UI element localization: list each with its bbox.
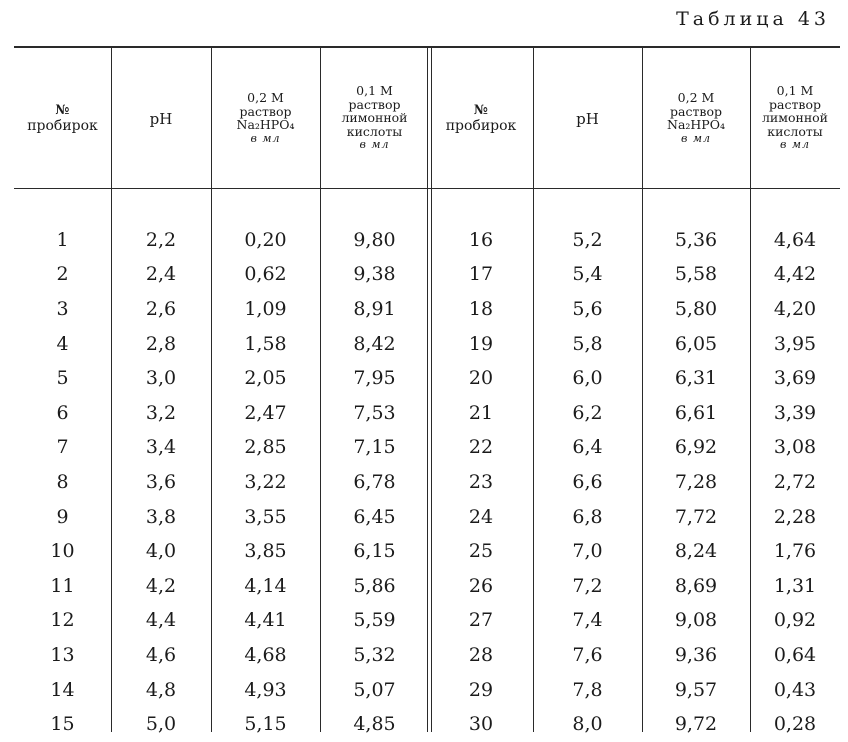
table-row <box>14 603 840 638</box>
header-na-solution-2: раствор <box>670 103 722 119</box>
na2hpo4-volume-cell: 6,61 <box>674 401 718 424</box>
citric-volume-cell: 7,53 <box>353 401 396 424</box>
na2hpo4-volume-cell: 9,36 <box>674 644 718 667</box>
citric-volume-cell: 3,08 <box>773 436 817 459</box>
header-na-concentration-2: 0,2 М <box>677 90 715 105</box>
tube-number-cell: 28 <box>468 644 494 667</box>
na2hpo4-volume-cell: 4,93 <box>244 678 287 701</box>
ph-cell: 5,8 <box>572 332 603 355</box>
tube-number-cell: 26 <box>468 574 494 597</box>
table-row <box>14 430 840 465</box>
tube-number-cell: 29 <box>468 678 494 701</box>
ph-cell: 5,4 <box>572 263 603 286</box>
header-na-concentration: 0,2 М <box>247 90 284 105</box>
tube-number-cell: 19 <box>468 332 494 355</box>
citric-volume-cell: 6,15 <box>353 540 396 563</box>
ph-cell: 6,4 <box>572 436 603 459</box>
table-row <box>14 326 840 361</box>
ph-cell: 4,6 <box>145 644 177 667</box>
tube-number-cell: 18 <box>468 298 494 321</box>
tube-number-cell: 21 <box>468 401 494 424</box>
citric-volume-cell: 9,80 <box>353 228 396 251</box>
citric-volume-cell: 4,42 <box>773 263 817 286</box>
header-tubes-word: пробирок <box>27 117 98 134</box>
header-citric-acid-2: кислоты <box>767 123 823 139</box>
na2hpo4-volume-cell: 5,80 <box>674 298 718 321</box>
header-na2hpo4-2 <box>642 48 750 188</box>
na2hpo4-volume-cell: 4,68 <box>244 644 287 667</box>
na2hpo4-volume-cell: 6,92 <box>674 436 718 459</box>
header-row <box>14 48 840 188</box>
header-number-symbol-2: № <box>473 102 489 118</box>
table-row <box>14 569 840 604</box>
citric-volume-cell: 5,32 <box>353 644 396 667</box>
ph-cell: 4,8 <box>145 678 177 701</box>
header-na-unit: в мл <box>250 131 281 145</box>
ph-cell: 5,6 <box>572 298 603 321</box>
citric-volume-cell: 1,31 <box>773 574 817 597</box>
header-na-formula-2: Na₂HPO₄ <box>667 117 725 132</box>
ph-cell: 3,4 <box>145 436 177 459</box>
ph-cell: 2,6 <box>145 298 177 321</box>
ph-cell: 7,6 <box>572 644 603 667</box>
ph-cell: 2,4 <box>145 263 177 286</box>
na2hpo4-volume-cell: 9,08 <box>674 609 718 632</box>
header-citric-concentration: 0,1 М <box>356 83 393 99</box>
ph-cell: 7,8 <box>572 678 603 701</box>
table-row <box>14 638 840 673</box>
ph-cell: 7,2 <box>572 574 603 597</box>
citric-volume-cell: 8,91 <box>353 298 396 321</box>
ph-cell: 5,0 <box>145 713 177 736</box>
na2hpo4-volume-cell: 0,20 <box>244 228 287 251</box>
na2hpo4-volume-cell: 0,62 <box>244 263 287 286</box>
tube-number-cell: 9 <box>56 505 69 528</box>
ph-cell: 4,4 <box>145 609 177 632</box>
ph-cell: 5,2 <box>572 228 603 251</box>
tube-number-cell: 14 <box>50 678 75 701</box>
tube-number-cell: 24 <box>468 505 494 528</box>
citric-volume-cell: 2,72 <box>773 471 817 494</box>
na2hpo4-volume-cell: 5,36 <box>674 228 718 251</box>
ph-cell: 3,2 <box>145 401 177 424</box>
citric-volume-cell: 1,76 <box>773 540 817 563</box>
header-ph-label: pH <box>149 109 173 128</box>
table-row <box>14 257 840 292</box>
header-citric-unit-2: в мл <box>779 138 811 152</box>
header-citric-2 <box>750 48 840 188</box>
header-tube-number-2 <box>429 48 533 188</box>
header-na-formula: Na₂HPO₄ <box>236 117 295 132</box>
tube-number-cell: 20 <box>468 367 494 390</box>
citric-volume-cell: 0,28 <box>773 713 817 736</box>
citric-volume-cell: 7,15 <box>353 436 396 459</box>
header-na-unit-2: в мл <box>680 131 712 145</box>
ph-cell: 2,8 <box>145 332 177 355</box>
citric-volume-cell: 5,07 <box>353 678 396 701</box>
na2hpo4-volume-cell: 8,24 <box>674 540 718 563</box>
na2hpo4-volume-cell: 1,58 <box>244 332 287 355</box>
table-row <box>14 292 840 327</box>
ph-cell: 7,0 <box>572 540 603 563</box>
tube-number-cell: 1 <box>56 228 69 251</box>
header-ph <box>111 48 211 188</box>
na2hpo4-volume-cell: 2,05 <box>244 367 287 390</box>
na2hpo4-volume-cell: 4,41 <box>244 609 287 632</box>
citric-volume-cell: 0,43 <box>773 678 817 701</box>
na2hpo4-volume-cell: 9,57 <box>674 678 718 701</box>
ph-cell: 3,6 <box>145 471 177 494</box>
tube-number-cell: 17 <box>468 263 494 286</box>
ph-cell: 4,2 <box>145 574 177 597</box>
header-na2hpo4 <box>211 48 320 188</box>
header-citric <box>320 48 429 188</box>
ph-cell: 7,4 <box>572 609 603 632</box>
table-row <box>14 465 840 500</box>
citric-volume-cell: 2,28 <box>773 505 817 528</box>
citric-volume-cell: 4,85 <box>353 713 396 736</box>
tube-number-cell: 5 <box>56 367 69 390</box>
header-number-symbol: № <box>55 102 70 118</box>
ph-cell: 4,0 <box>145 540 177 563</box>
tube-number-cell: 16 <box>468 228 494 251</box>
citric-volume-cell: 5,59 <box>353 609 396 632</box>
ph-cell: 3,0 <box>145 367 177 390</box>
table-row <box>14 499 840 534</box>
spacer-row <box>14 188 840 223</box>
citric-volume-cell: 3,39 <box>773 401 817 424</box>
tube-number-cell: 8 <box>56 471 69 494</box>
na2hpo4-volume-cell: 3,55 <box>244 505 287 528</box>
tube-number-cell: 4 <box>56 332 69 355</box>
na2hpo4-volume-cell: 5,58 <box>674 263 718 286</box>
citric-volume-cell: 0,92 <box>773 609 817 632</box>
na2hpo4-volume-cell: 3,85 <box>244 540 287 563</box>
tube-number-cell: 15 <box>50 713 75 736</box>
citric-volume-cell: 6,78 <box>353 471 396 494</box>
header-citric-acid: кислоты <box>346 123 403 139</box>
na2hpo4-volume-cell: 4,14 <box>244 574 287 597</box>
citric-volume-cell: 4,64 <box>773 228 817 251</box>
citric-volume-cell: 5,86 <box>353 574 396 597</box>
citric-volume-cell: 8,42 <box>353 332 396 355</box>
citric-volume-cell: 4,20 <box>773 298 817 321</box>
ph-cell: 2,2 <box>145 228 177 251</box>
table-row <box>14 223 840 258</box>
na2hpo4-volume-cell: 1,09 <box>244 298 287 321</box>
citric-volume-cell: 0,64 <box>773 644 817 667</box>
ph-cell: 6,8 <box>572 505 603 528</box>
na2hpo4-volume-cell: 2,85 <box>244 436 287 459</box>
na2hpo4-volume-cell: 2,47 <box>244 401 287 424</box>
na2hpo4-volume-cell: 7,72 <box>674 505 718 528</box>
tube-number-cell: 6 <box>56 401 69 424</box>
header-citric-concentration-2: 0,1 М <box>776 83 814 99</box>
citric-volume-cell: 3,95 <box>773 332 817 355</box>
tube-number-cell: 30 <box>468 713 494 736</box>
header-citric-name-2: лимонной <box>761 110 829 126</box>
table-row <box>14 361 840 396</box>
header-citric-solution: раствор <box>348 96 401 112</box>
tube-number-cell: 22 <box>468 436 494 459</box>
na2hpo4-volume-cell: 3,22 <box>244 471 287 494</box>
tube-number-cell: 12 <box>50 609 75 632</box>
na2hpo4-volume-cell: 9,72 <box>674 713 718 736</box>
header-citric-name: лимонной <box>341 110 408 126</box>
table-row <box>14 396 840 431</box>
citric-volume-cell: 3,69 <box>773 367 817 390</box>
header-tube-number <box>14 48 111 188</box>
citric-volume-cell: 9,38 <box>353 263 396 286</box>
header-ph-label-2: pH <box>576 109 599 128</box>
table-row <box>14 707 840 742</box>
ph-cell: 3,8 <box>145 505 177 528</box>
citric-volume-cell: 6,45 <box>353 505 396 528</box>
tube-number-cell: 10 <box>50 540 75 563</box>
ph-cell: 6,0 <box>572 367 603 390</box>
tube-number-cell: 25 <box>468 540 494 563</box>
citric-volume-cell: 7,95 <box>353 367 396 390</box>
na2hpo4-volume-cell: 6,31 <box>674 367 718 390</box>
table-row <box>14 672 840 707</box>
tube-number-cell: 27 <box>468 609 494 632</box>
header-tubes-word-2: пробирок <box>445 117 517 134</box>
header-citric-unit: в мл <box>359 138 390 152</box>
tube-number-cell: 11 <box>50 574 75 597</box>
header-ph-2 <box>533 48 642 188</box>
header-na-solution: раствор <box>239 103 292 119</box>
tube-number-cell: 7 <box>56 436 69 459</box>
na2hpo4-volume-cell: 6,05 <box>674 332 718 355</box>
tube-number-cell: 3 <box>56 298 69 321</box>
ph-cell: 6,6 <box>572 471 603 494</box>
buffer-table <box>14 48 840 742</box>
na2hpo4-volume-cell: 5,15 <box>244 713 287 736</box>
ph-cell: 6,2 <box>572 401 603 424</box>
na2hpo4-volume-cell: 8,69 <box>674 574 718 597</box>
ph-cell: 8,0 <box>572 713 603 736</box>
tube-number-cell: 23 <box>468 471 494 494</box>
table-caption: Таблица 43 <box>676 8 830 30</box>
header-citric-solution-2: раствор <box>769 96 821 112</box>
table-row <box>14 534 840 569</box>
na2hpo4-volume-cell: 7,28 <box>674 471 718 494</box>
tube-number-cell: 2 <box>56 263 69 286</box>
tube-number-cell: 13 <box>50 644 75 667</box>
